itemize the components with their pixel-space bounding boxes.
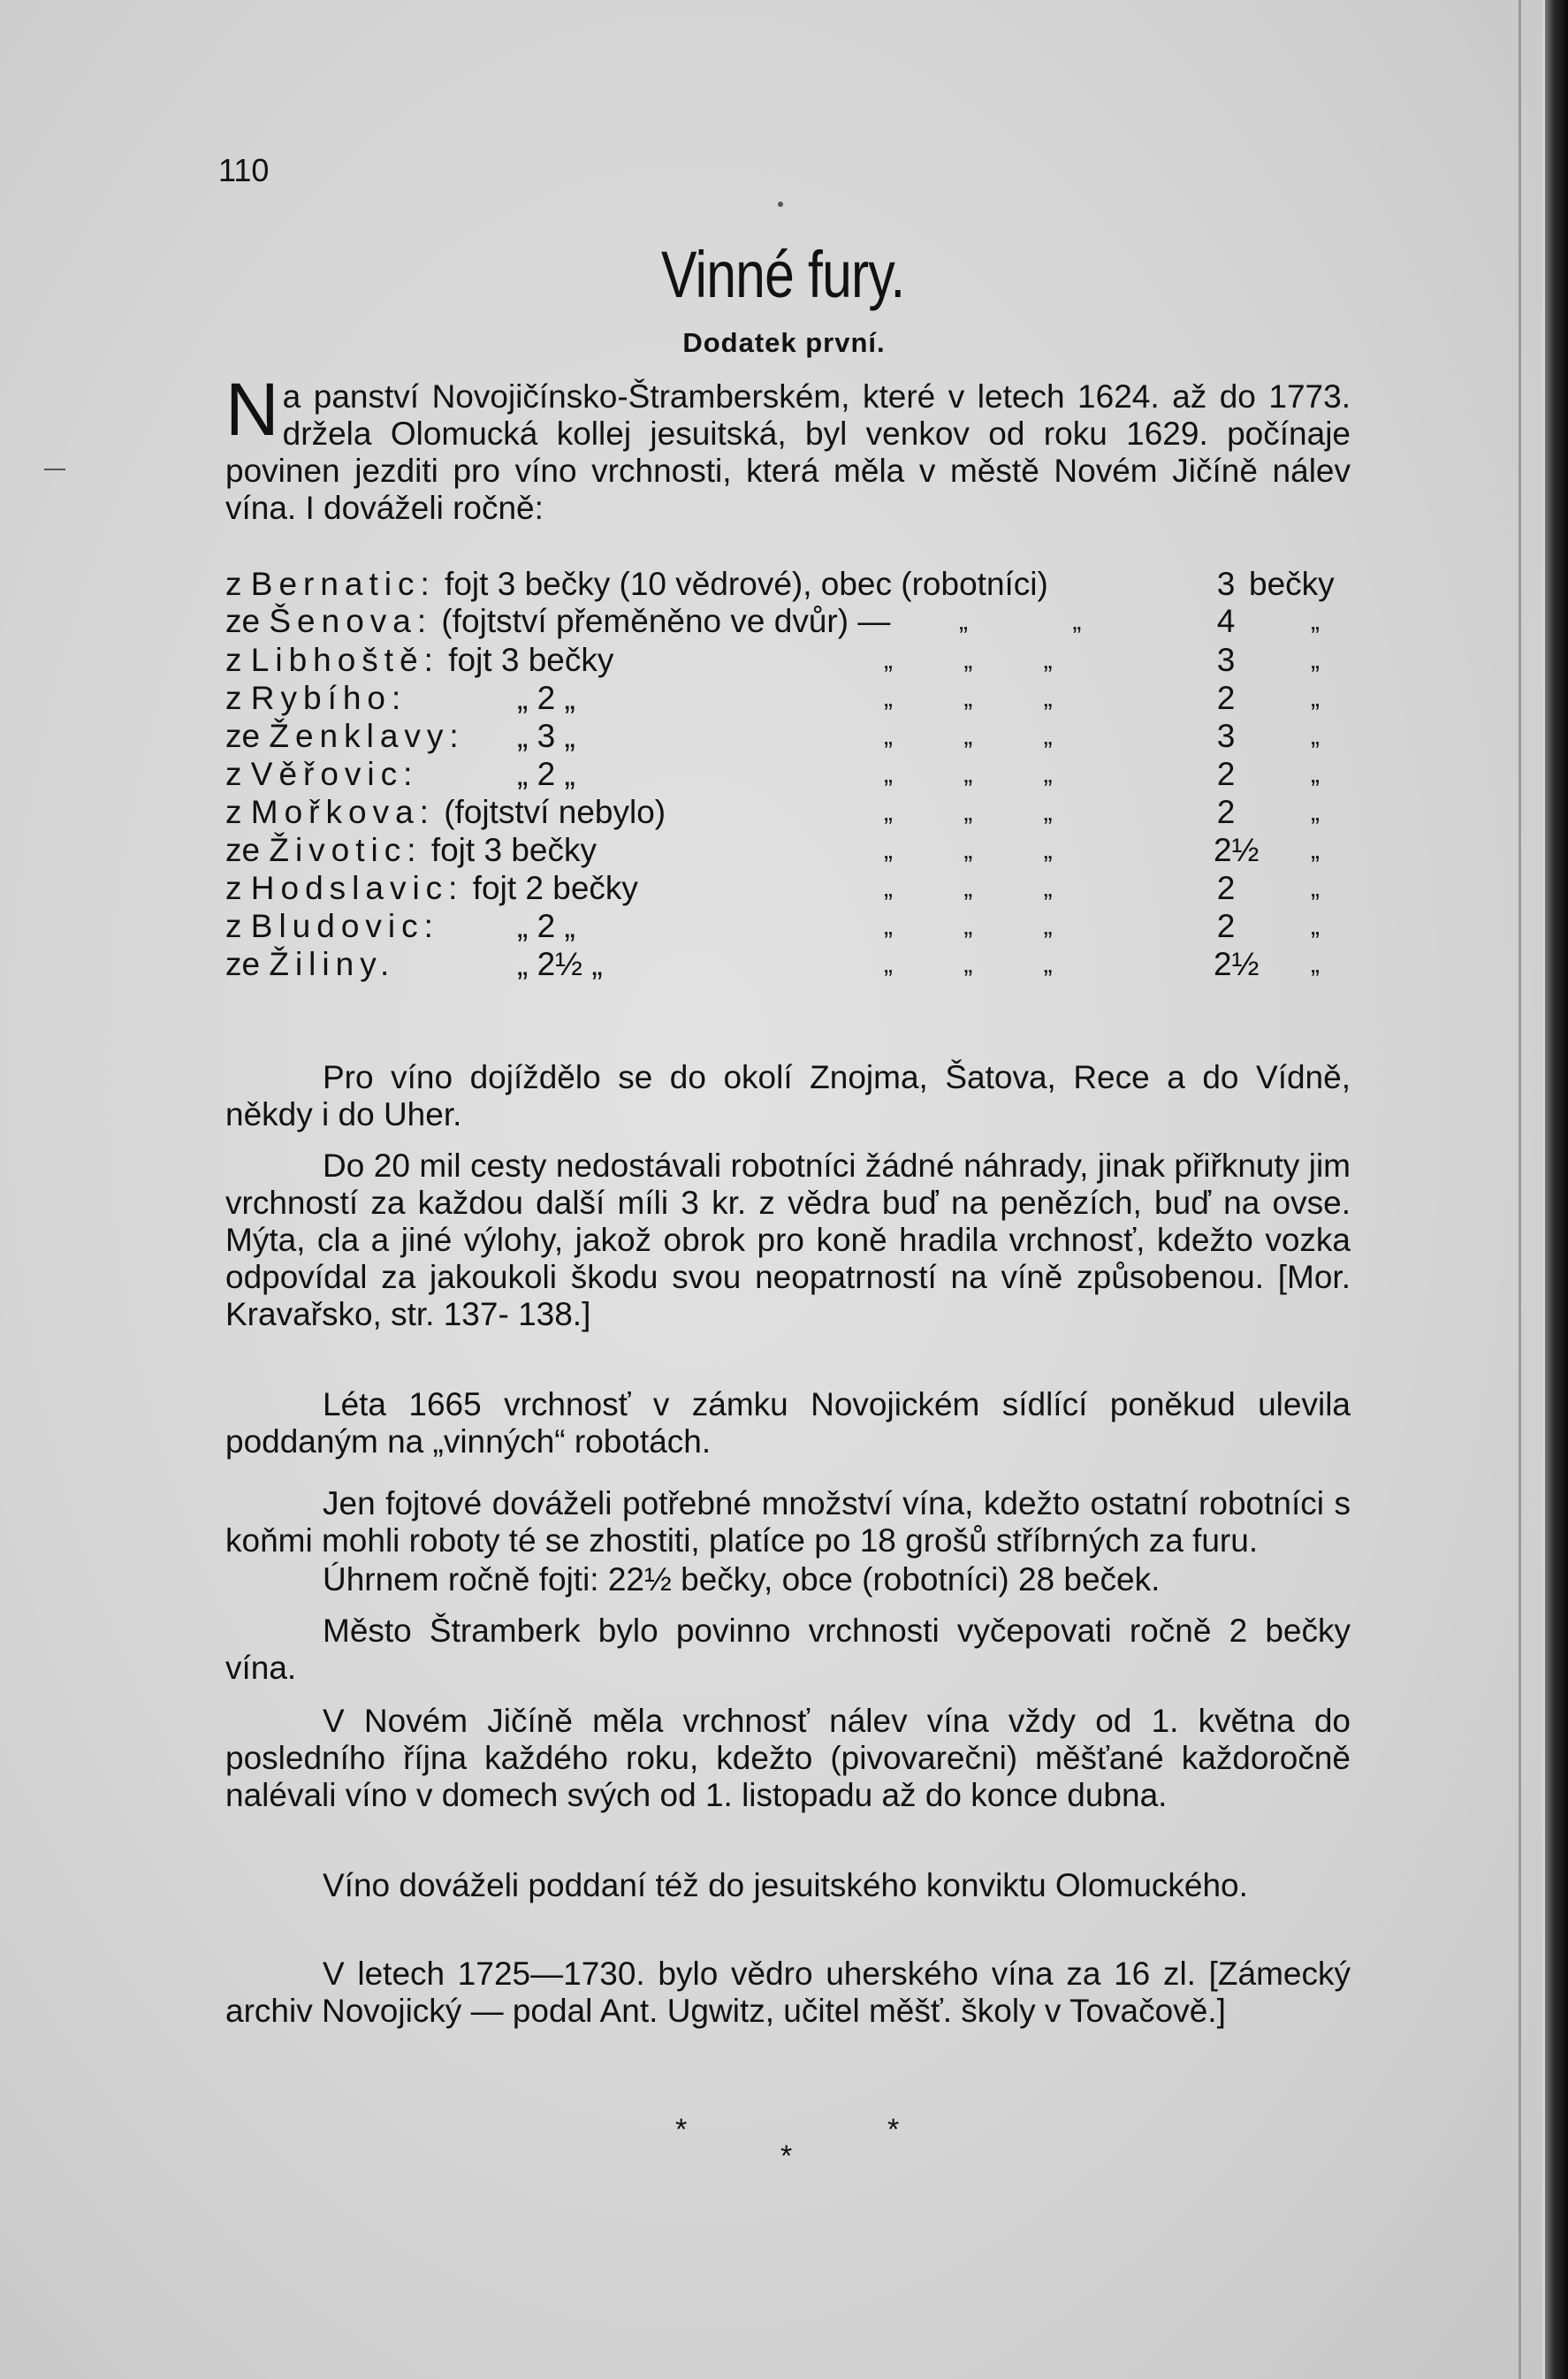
paragraph: Pro víno dojíždělo se do okolí Znojma, Šatova, Rece a do Vídně, někdy i do Uher. xyxy=(225,1059,1351,1132)
ledger-count: 2½ xyxy=(1214,946,1260,982)
ledger-unit: „ xyxy=(1311,873,1320,903)
ledger-ditto: „ „ „ xyxy=(884,949,1053,979)
section-star: * xyxy=(887,2113,900,2146)
ledger-vogt: „ 3 „ xyxy=(517,718,575,754)
ledger-row xyxy=(225,603,1357,642)
ledger-village: z Libhoště: fojt 3 bečky xyxy=(225,642,614,678)
ledger-village: z Mořkova: (fojtství nebylo) xyxy=(225,794,666,830)
ledger-unit: „ xyxy=(1311,949,1320,979)
ledger-count: 3 xyxy=(1216,642,1236,678)
section-star: * xyxy=(780,2139,793,2173)
ledger-count: 3 xyxy=(1216,566,1236,602)
ledger-row xyxy=(225,908,1357,947)
ledger-unit: „ xyxy=(1311,835,1320,865)
ledger-ditto: „ „ „ xyxy=(884,911,1053,941)
ledger-row xyxy=(225,756,1357,795)
ledger-village: ze Životic: fojt 3 bečky xyxy=(225,832,597,868)
ledger-row xyxy=(225,832,1357,871)
ledger-count: 2½ xyxy=(1214,832,1260,868)
intro-text: a panství Novojičínsko-Štramberském, které v letech 1624. až do 1773. držela Olomucká kollej jesuitská, byl venkov od roku 1629. počínaje povinen jezditi pro víno vrchnosti, která měla v městě Novém Jičíně nálev vína. I dováželi ročně: xyxy=(225,378,1351,526)
ledger-count: 2 xyxy=(1216,908,1236,944)
ledger-ditto: „ „ „ xyxy=(884,645,1053,675)
ledger-count: 4 xyxy=(1216,603,1236,639)
ledger-unit: „ xyxy=(1311,911,1320,941)
ledger-ditto: „ „ xyxy=(959,606,1082,636)
ledger-village: z Hodslavic: fojt 2 bečky xyxy=(225,870,638,906)
ledger-count: 2 xyxy=(1216,794,1236,830)
paragraph: Město Štramberk bylo povinno vrchnosti vyčepovati ročně 2 bečky vína. xyxy=(225,1613,1351,1686)
ledger-row xyxy=(225,642,1357,681)
ledger-vogt: „ 2 „ xyxy=(517,756,575,792)
ledger-count: 2 xyxy=(1216,870,1236,906)
ledger-village: z Věřovic: xyxy=(225,756,419,792)
intro-paragraph xyxy=(225,368,1351,527)
ledger-ditto: „ „ „ xyxy=(884,759,1053,789)
page-subtitle: Dodatek první. xyxy=(682,327,886,358)
ledger-count: 3 xyxy=(1216,718,1236,754)
drop-cap: N xyxy=(225,368,279,451)
print-mark xyxy=(44,469,65,470)
ledger-village: ze Žiliny. xyxy=(225,946,396,982)
ledger-row xyxy=(225,794,1357,833)
ledger-unit: „ xyxy=(1311,683,1320,713)
paragraph: Léta 1665 vrchnosť v zámku Novojickém sídlící poněkud ulevila poddaným na „vinných“ robotách. xyxy=(225,1386,1351,1460)
ledger-count: 2 xyxy=(1216,680,1236,716)
page-edge-line xyxy=(1519,0,1521,2379)
ledger-unit: „ xyxy=(1311,759,1320,789)
ledger-unit: „ xyxy=(1311,797,1320,827)
ledger-village: ze Ženklavy: xyxy=(225,718,465,754)
ledger-ditto: „ „ „ xyxy=(884,683,1053,713)
ledger-count: 2 xyxy=(1216,756,1236,792)
section-star: * xyxy=(675,2113,688,2146)
ledger-vogt: „ 2 „ xyxy=(517,680,575,716)
ledger-row xyxy=(225,870,1357,909)
ledger-village: z Rybího: xyxy=(225,680,407,716)
ledger-row xyxy=(225,946,1357,985)
ledger-village: z Bludovic: xyxy=(225,908,439,944)
ledger-summary: Úhrnem ročně fojti: 22½ bečky, obce (robotníci) 28 beček. xyxy=(323,1561,1161,1597)
ledger-row xyxy=(225,718,1357,757)
ledger-village: ze Šenova: (fojtství přeměněno ve dvůr) — xyxy=(225,603,891,639)
paragraph: Víno dováželi poddaní též do jesuitského konviktu Olomuckého. xyxy=(323,1867,1248,1903)
ledger-village: z Bernatic: fojt 3 bečky (10 vědrové), obec (robotníci) xyxy=(225,566,1048,602)
page-number: 110 xyxy=(218,152,270,188)
paragraph: Jen fojtové dováželi potřebné množství vína, kdežto ostatní robotníci s koňmi mohli roboty té se zhostiti, platíce po 18 grošů stříbrných za furu. xyxy=(225,1485,1351,1559)
ledger-row xyxy=(225,566,1357,605)
book-spine-shadow xyxy=(1545,0,1568,2379)
ledger-unit: „ xyxy=(1311,721,1320,751)
paragraph: V Novém Jičíně měla vrchnosť nálev vína vždy od 1. května do posledního října každého roku, kdežto (pivovarečni) měšťané každoročně nalévali víno v domech svých od 1. listopadu až do konce dubna. xyxy=(225,1703,1351,1813)
print-speck xyxy=(778,202,783,207)
paragraph: V letech 1725—1730. bylo vědro uherského vína za 16 zl. [Zámecký archiv Novojický — podal Ant. Ugwitz, učitel měšť. školy v Tovačově.] xyxy=(225,1956,1351,2029)
ledger-vogt: „ 2 „ xyxy=(517,908,575,944)
page-title: Vinné fury. xyxy=(661,238,905,311)
ledger-ditto: „ „ „ xyxy=(884,721,1053,751)
ledger-unit: „ xyxy=(1311,606,1320,636)
paragraph: Do 20 mil cesty nedostávali robotníci žádné náhrady, jinak přiřknuty jim vrchností za každou další míli 3 kr. z vědra buď na penězích, buď na ovse. Mýta, cla a jiné výlohy, jakož obrok pro koně hradila vrchnosť, kdežto vozka odpovídal za jakoukoli škodu svou neopatrností na víně způsobenou. [Mor. Kravařsko, str. 137- 138.] xyxy=(225,1148,1351,1332)
ledger-ditto: „ „ „ xyxy=(884,873,1053,903)
ledger-ditto: „ „ „ xyxy=(884,797,1053,827)
ledger-vogt: „ 2½ „ xyxy=(517,946,603,982)
ledger-unit: „ xyxy=(1311,645,1320,675)
ledger-unit: bečky xyxy=(1249,566,1335,602)
ledger-row xyxy=(225,680,1357,719)
ledger-ditto: „ „ „ xyxy=(884,835,1053,865)
